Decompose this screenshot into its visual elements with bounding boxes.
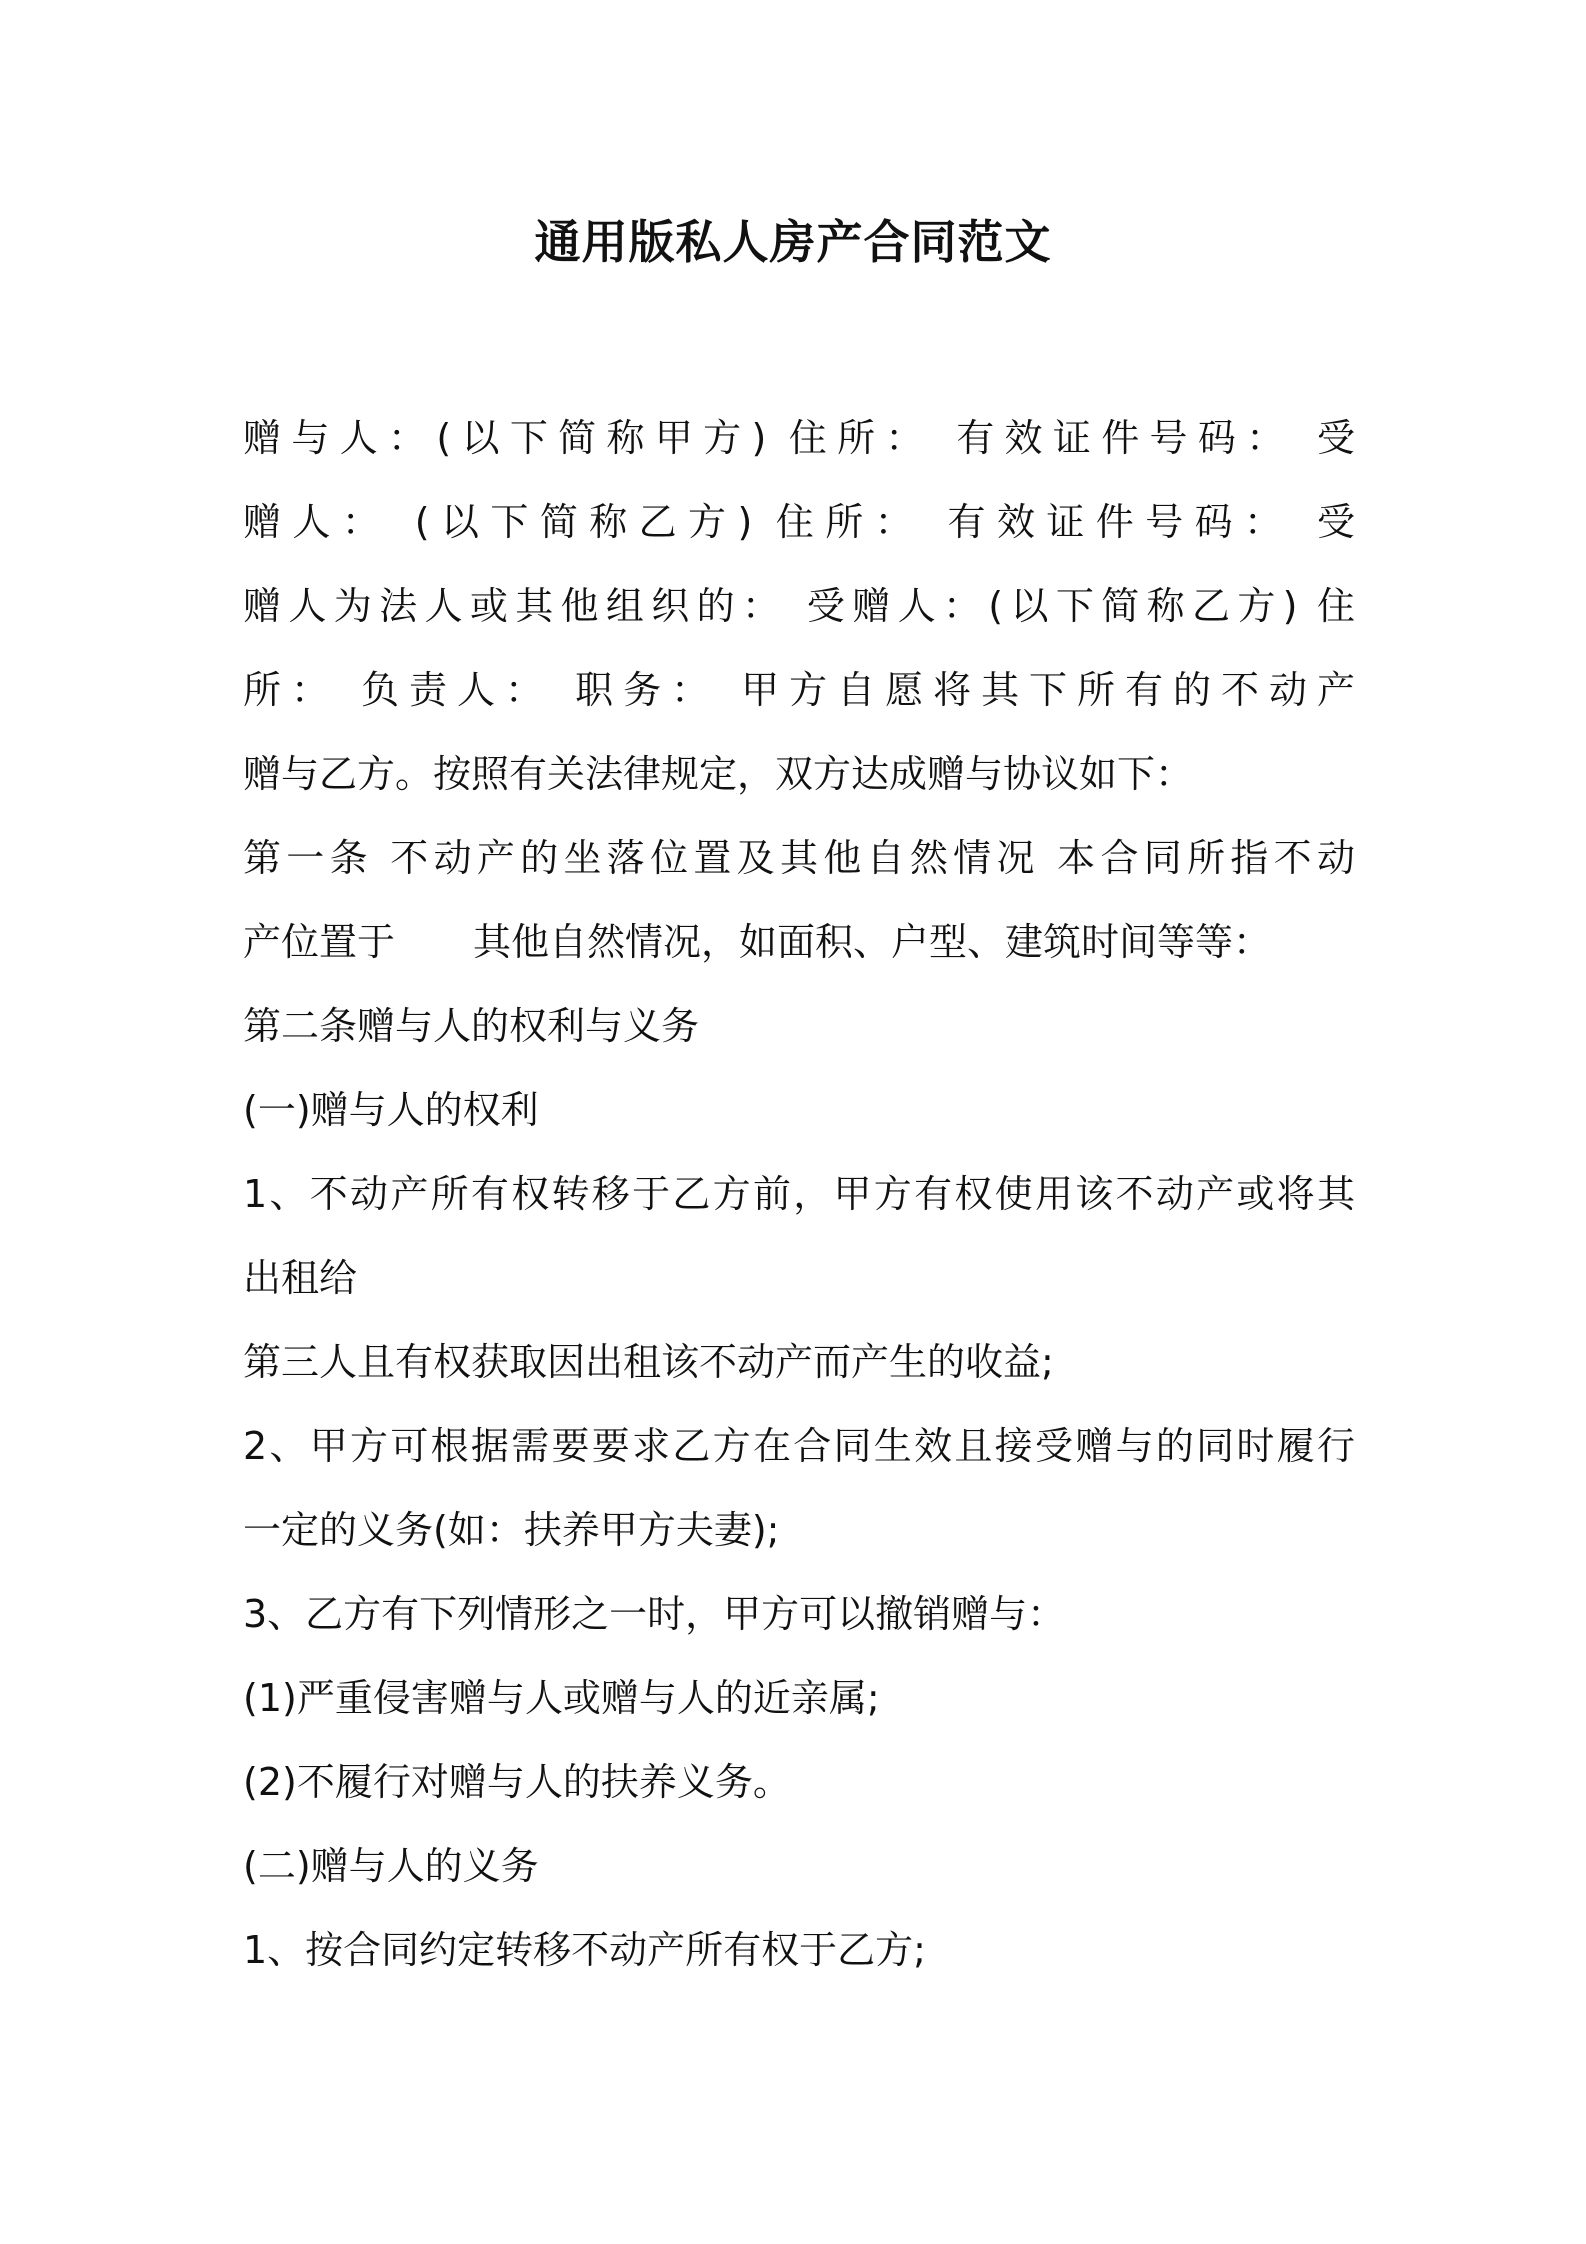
section-heading: (一)赠与人的权利 xyxy=(243,1088,539,1132)
sub-list-item: (2)不履行对赠与人的扶养义务。 xyxy=(243,1760,791,1804)
article-2 xyxy=(243,984,1355,1992)
sub-list-item: (1)严重侵害赠与人或赠与人的近亲属; xyxy=(243,1676,880,1720)
text-line: 一定的义务(如：扶养甲方夫妻); xyxy=(243,1508,780,1552)
text-line xyxy=(243,900,1355,984)
text-segment: 其他自然情况，如面积、户型、建筑时间等等： xyxy=(473,920,1272,964)
list-item: 1、按合同约定转移不动产所有权于乙方; xyxy=(243,1928,926,1972)
article-1 xyxy=(243,816,1355,984)
text-segment: 受赠人：(以下简称乙方) xyxy=(806,584,1298,628)
text-segment: 有效证件号码： xyxy=(956,416,1295,460)
list-item: 3、乙方有下列情形之一时，甲方可以撤销赠与： xyxy=(243,1592,1066,1636)
text-segment: 赠与人：(以下简称甲方) xyxy=(243,416,767,460)
text-line xyxy=(243,396,1355,480)
text-segment: 赠人： xyxy=(243,500,392,544)
text-segment: 有效证件号码： xyxy=(947,500,1294,544)
text-line: 出租给 xyxy=(243,1256,358,1300)
text-line xyxy=(243,480,1355,564)
text-segment: 2、甲方可根据需要要求乙方在合同生效且接受赠与的同时履行 xyxy=(243,1424,1355,1468)
text-segment: 甲方自愿将其下所有的不动产 xyxy=(741,668,1355,712)
document-title: 通用版私人房产合同范文 xyxy=(534,215,1052,269)
text-segment: (以下简称乙方) xyxy=(414,500,753,544)
article-number: 第一条 xyxy=(243,836,373,880)
text-line xyxy=(243,816,1355,900)
text-line: 第三人且有权获取因出租该不动产而产生的收益; xyxy=(243,1340,1054,1384)
text-segment: 产位置于 xyxy=(243,920,396,964)
section-heading: (二)赠与人的义务 xyxy=(243,1844,539,1888)
text-segment: 受 xyxy=(1316,416,1355,460)
text-segment: 所： xyxy=(243,668,339,712)
text-segment: 1、不动产所有权转移于乙方前，甲方有权使用该不动产或将其 xyxy=(243,1172,1355,1216)
text-segment: 职务： xyxy=(575,668,720,712)
text-segment: 住所： xyxy=(775,500,925,544)
text-line: 赠与乙方。按照有关法律规定，双方达成赠与协议如下： xyxy=(243,752,1194,796)
list-item xyxy=(243,1152,1355,1236)
text-segment: 受 xyxy=(1316,500,1355,544)
text-segment: 住 xyxy=(1316,584,1355,628)
text-segment: 本合同所指不动 xyxy=(1057,836,1355,880)
text-segment: 住所： xyxy=(788,416,934,460)
article-title: 不动产的坐落位置及其他自然情况 xyxy=(390,836,1040,880)
text-segment: 负责人： xyxy=(361,668,554,712)
text-segment: 赠人为法人或其他组织的： xyxy=(243,584,788,628)
text-line xyxy=(243,648,1355,732)
parties-paragraph xyxy=(243,396,1355,816)
document-body xyxy=(243,396,1355,1992)
article-heading: 第二条赠与人的权利与义务 xyxy=(243,1004,700,1048)
text-line xyxy=(243,564,1355,648)
list-item xyxy=(243,1404,1355,1488)
